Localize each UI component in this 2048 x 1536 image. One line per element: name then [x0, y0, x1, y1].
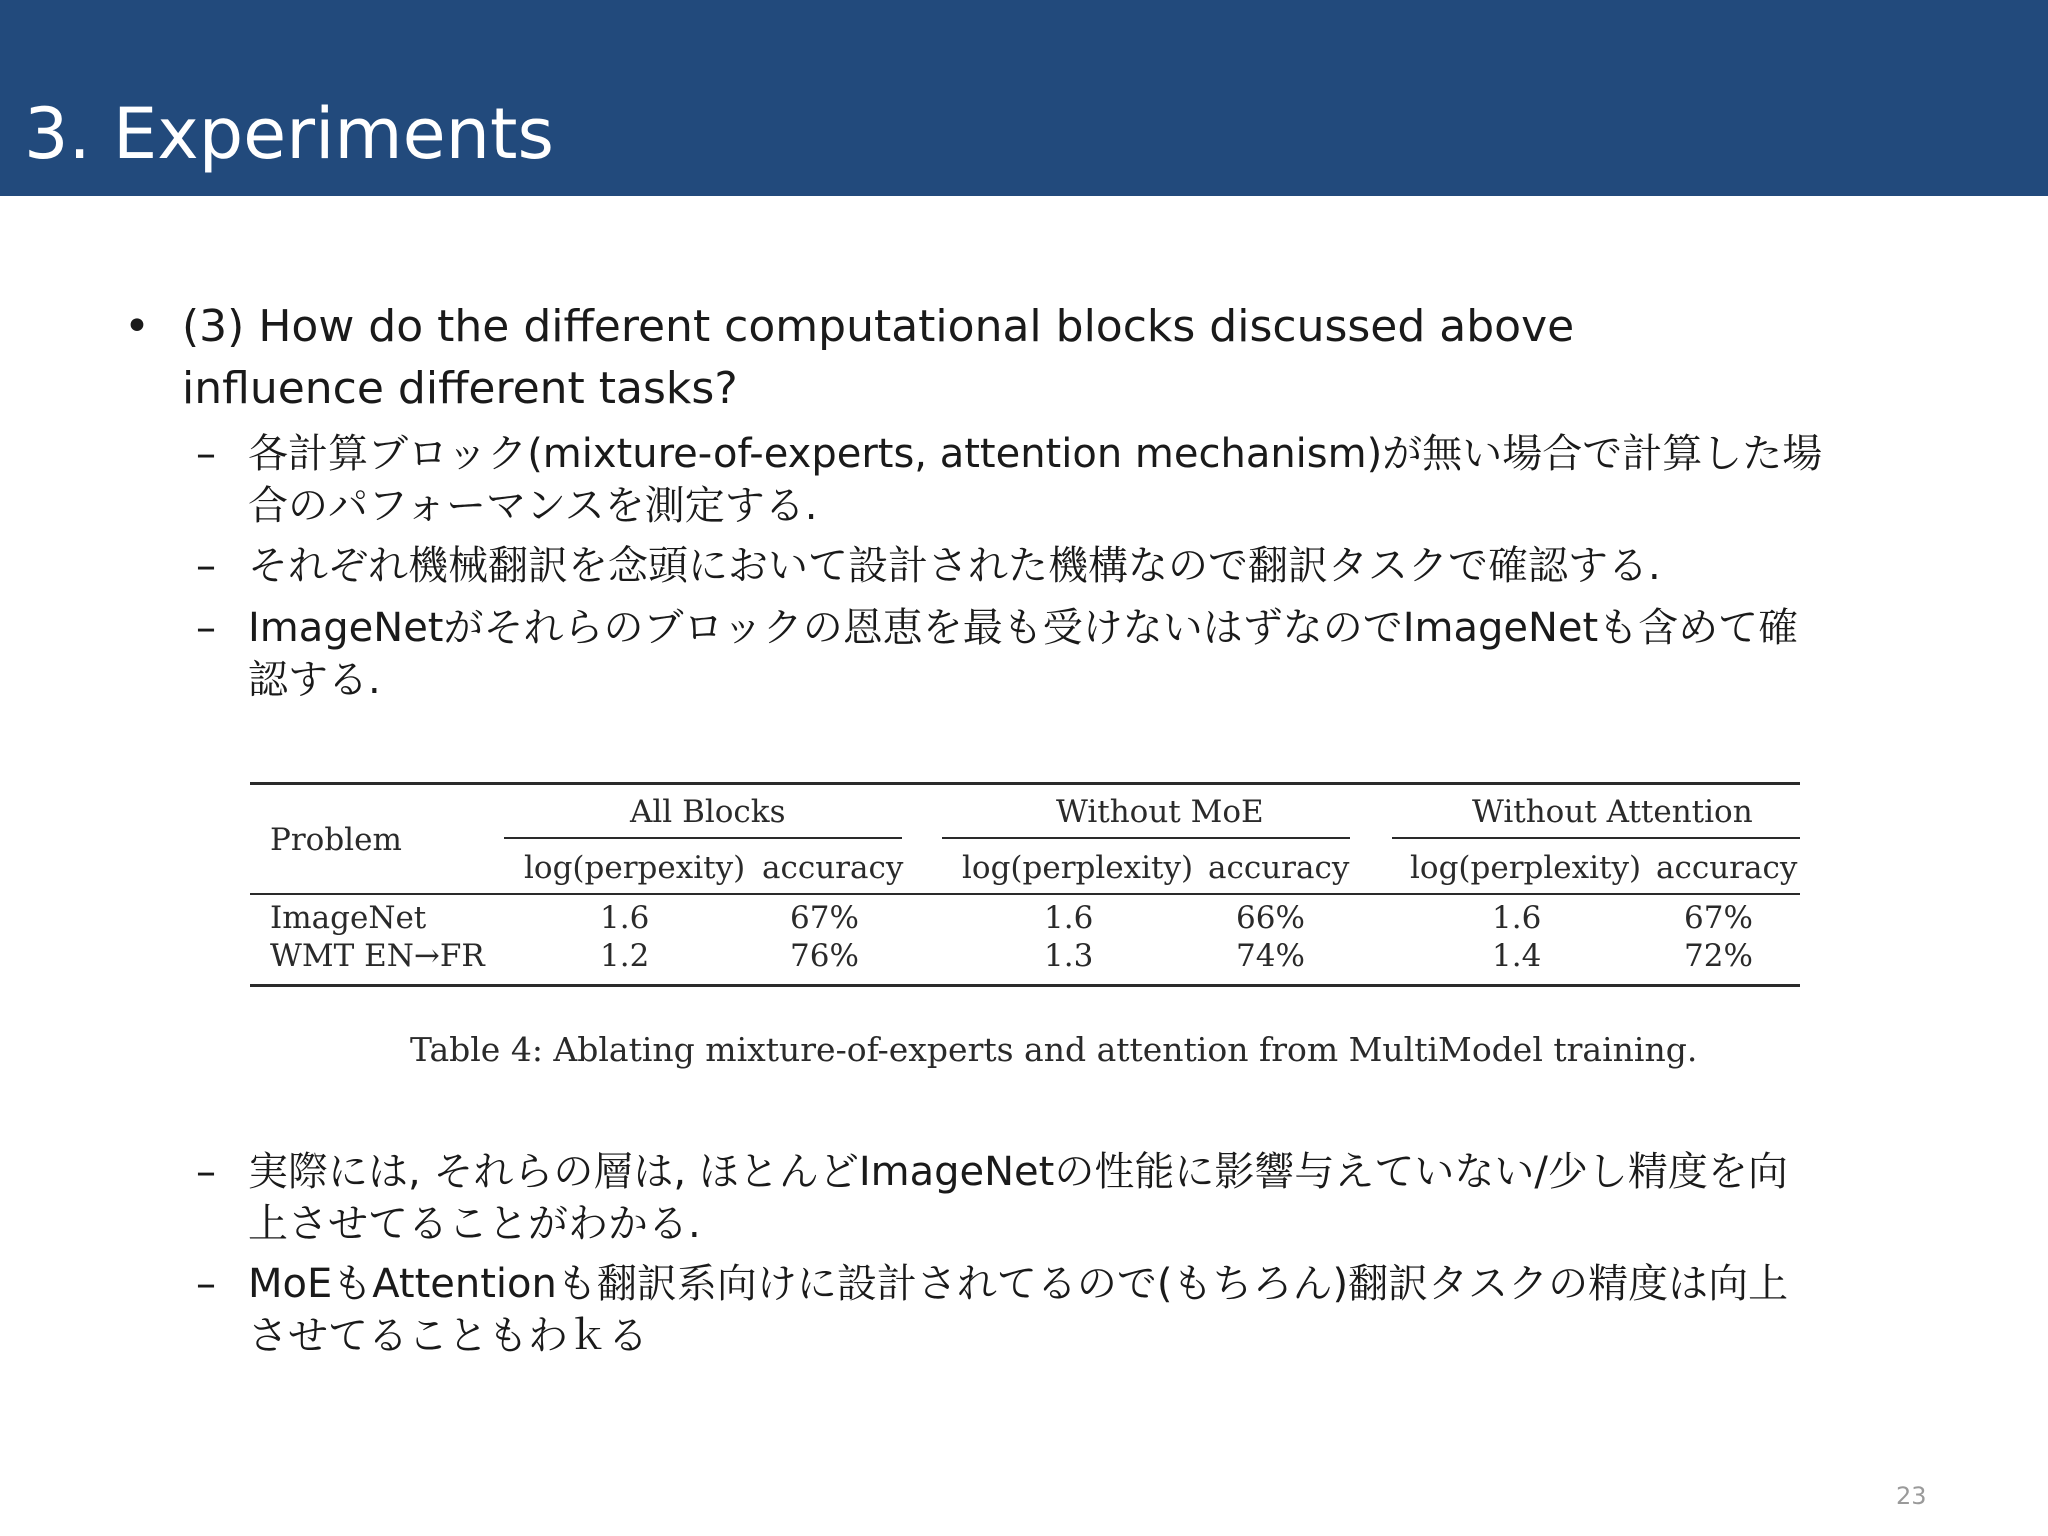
column-header: log(perplexity)	[1410, 850, 1642, 886]
subpoint-text-line-2: 合のパフォーマンスを測定する.	[248, 483, 818, 529]
column-header: log(perpexity)	[524, 850, 746, 886]
title-bar	[0, 0, 2048, 196]
table-cell: 1.6	[1044, 900, 1094, 936]
subpoint-text	[248, 1258, 1938, 1362]
column-header: accuracy	[1208, 850, 1350, 886]
subpoint-dash: –	[196, 543, 216, 589]
subpoint-text-line-1: ImageNetがそれらのブロックの恩恵を最も受けないはずなのでImageNetも含めて確	[248, 605, 1799, 651]
group-rule-without-attention	[1392, 837, 1800, 839]
table-caption: Table 4: Ablating mixture-of-experts and attention from MultiModel training.	[410, 1030, 1698, 1069]
subpoint-text-line-1: 実際には, それらの層は, ほとんどImageNetの性能に影響与えていない/少し精度を向	[248, 1149, 1788, 1195]
group-header: Without MoE	[1056, 794, 1264, 830]
table-bottom-rule	[250, 984, 1800, 987]
subpoint-text	[248, 1146, 1938, 1250]
row-problem: WMT EN→FR	[270, 938, 485, 974]
bullet-text-line-2: influence different tasks?	[182, 363, 738, 414]
subpoint-text-line-1: MoEもAttentionも翻訳系向けに設計されてるので(もちろん)翻訳タスクの精度は向上	[248, 1261, 1789, 1307]
table-cell: 1.4	[1492, 938, 1542, 974]
table-cell: 1.3	[1044, 938, 1094, 974]
page-number: 23	[1896, 1482, 1927, 1510]
subpoint-dash: –	[196, 431, 216, 477]
subpoint-text	[248, 602, 1938, 706]
group-header: Without Attention	[1472, 794, 1753, 830]
table-cell: 1.6	[600, 900, 650, 936]
table-cell: 1.2	[600, 938, 650, 974]
table-cell: 1.6	[1492, 900, 1542, 936]
column-header: log(perplexity)	[962, 850, 1194, 886]
subpoint-text-line-1: 各計算ブロック(mixture-of-experts, attention mechanism)が無い場合で計算した場	[248, 431, 1823, 477]
subpoint-dash: –	[196, 1261, 216, 1307]
subpoint-dash: –	[196, 1149, 216, 1195]
subpoint-dash: –	[196, 605, 216, 651]
slide-title: 3. Experiments	[24, 93, 554, 175]
row-problem: ImageNet	[270, 900, 427, 936]
table-cell: 67%	[790, 900, 859, 936]
bullet-marker: •	[124, 301, 150, 352]
bullet-text	[182, 296, 1882, 420]
table-cell: 74%	[1236, 938, 1305, 974]
table-cell: 67%	[1684, 900, 1753, 936]
subpoint-text-line-1: それぞれ機械翻訳を念頭において設計された機構なので翻訳タスクで確認する.	[248, 543, 1661, 589]
subpoint-text	[248, 428, 1938, 532]
table-cell: 72%	[1684, 938, 1753, 974]
table-cell: 66%	[1236, 900, 1305, 936]
subpoint-text-line-2: させてることもわｋる	[248, 1313, 648, 1359]
subpoint-text-line-2: 上させてることがわかる.	[248, 1201, 701, 1247]
table-top-rule	[250, 782, 1800, 785]
column-header: accuracy	[1656, 850, 1798, 886]
group-rule-all-blocks	[504, 837, 902, 839]
table-cell: 76%	[790, 938, 859, 974]
problem-header: Problem	[270, 822, 402, 858]
header-bottom-rule	[250, 893, 1800, 895]
group-header: All Blocks	[630, 794, 786, 830]
bullet-text-line-1: (3) How do the different computational blocks discussed above	[182, 301, 1575, 352]
subpoint-text-line-2: 認する.	[248, 657, 381, 703]
group-rule-without-moe	[942, 837, 1350, 839]
column-header: accuracy	[762, 850, 904, 886]
subpoint-text	[248, 540, 1938, 592]
